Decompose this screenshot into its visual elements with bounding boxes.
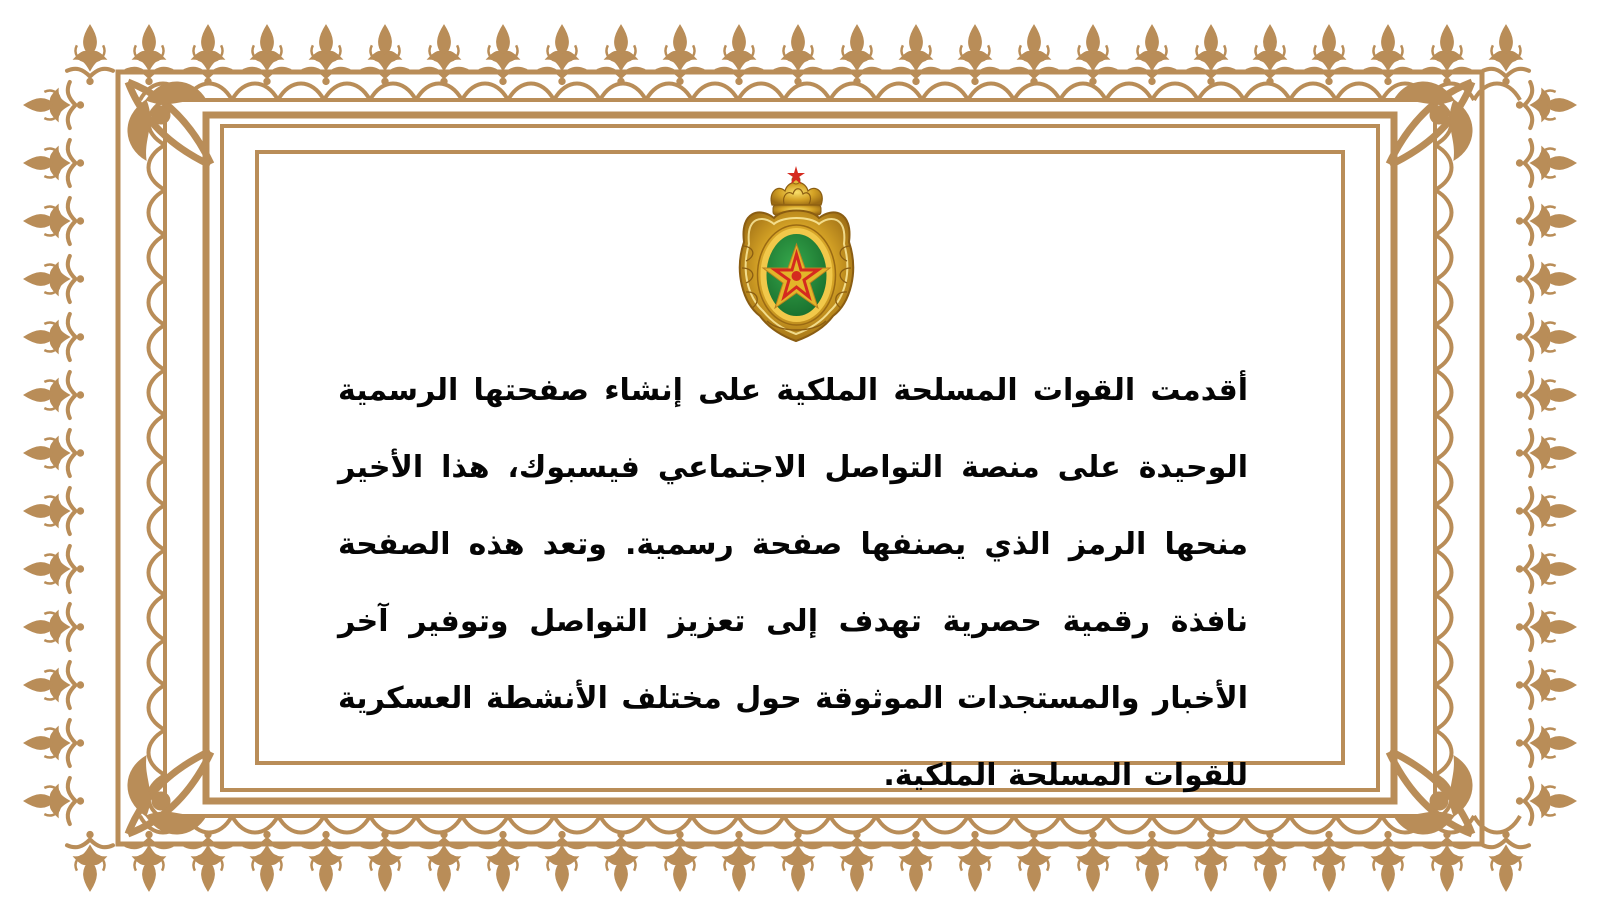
- corner-flourish: [128, 82, 211, 165]
- bottom-arabesque-motif: [1070, 831, 1116, 891]
- right-arabesque-motif: [1516, 604, 1576, 650]
- left-arabesque-motif: [24, 720, 84, 766]
- top-link: [1336, 84, 1382, 101]
- top-arabesque-motif: [362, 25, 408, 85]
- top-arabesque-motif: [1129, 25, 1175, 85]
- top-link: [232, 84, 278, 101]
- right-link: [1435, 505, 1452, 550]
- bottom-arabesque-motif: [834, 831, 880, 891]
- top-link: [1244, 84, 1290, 101]
- bottom-link: [830, 816, 876, 833]
- right-arabesque-motif: [1516, 546, 1576, 592]
- corner-flourish: [1389, 82, 1472, 165]
- bottom-arabesque-motif: [893, 831, 939, 891]
- bottom-link: [1336, 816, 1382, 833]
- right-arabesque-motif: [1516, 372, 1576, 418]
- right-link: [1435, 145, 1452, 190]
- right-link: [1435, 550, 1452, 595]
- right-arabesque-motif: [1516, 256, 1576, 302]
- right-link: [1435, 595, 1452, 640]
- bottom-link: [370, 816, 416, 833]
- top-arabesque-motif: [1483, 25, 1529, 85]
- top-link: [876, 84, 922, 101]
- bottom-arabesque-motif: [185, 831, 231, 891]
- top-arabesque-motif: [1306, 25, 1352, 85]
- bottom-arabesque-motif: [716, 831, 762, 891]
- top-link: [1014, 84, 1060, 101]
- top-link: [692, 84, 738, 101]
- announcement-paragraph: أقدمت القوات المسلحة الملكية على إنشاء صفحتها الرسمية الوحيدة على منصة التواصل الاجتماعي فيسبوك، هذا الأخير منحها الرمز الذي يصنفها صفحة رسمية. وتعد هذه الصفحة نافذة رقمية حصرية تهدف إلى تعزيز التواصل وتوفير آخر الأخبار والمستجدات الموثوقة حول مختلف الأنشطة العسكرية للقوات المسلحة الملكية.: [338, 373, 1248, 793]
- royal-armed-forces-emblem: [729, 160, 864, 346]
- left-arabesque-motif: [24, 546, 84, 592]
- left-arabesque-motif: [24, 604, 84, 650]
- left-arabesque-motif: [24, 372, 84, 418]
- right-link: [1435, 325, 1452, 370]
- top-link: [1060, 84, 1106, 101]
- left-link: [149, 550, 166, 595]
- right-link: [1435, 235, 1452, 280]
- bottom-arabesque-motif: [775, 831, 821, 891]
- bottom-arabesque-motif: [244, 831, 290, 891]
- bottom-link: [968, 816, 1014, 833]
- bottom-arabesque-motif: [1129, 831, 1175, 891]
- left-arabesque-motif: [24, 778, 84, 824]
- top-arabesque-motif: [480, 25, 526, 85]
- top-arabesque-motif: [657, 25, 703, 85]
- top-arabesque-motif: [1011, 25, 1057, 85]
- bottom-link: [278, 816, 324, 833]
- right-link: [1435, 190, 1452, 235]
- bottom-link: [1290, 816, 1336, 833]
- left-link: [149, 370, 166, 415]
- left-arabesque-motif: [24, 140, 84, 186]
- bottom-arabesque-motif: [1483, 831, 1529, 891]
- top-link: [324, 84, 370, 101]
- left-link: [149, 685, 166, 730]
- top-link: [646, 84, 692, 101]
- right-arabesque-motif: [1516, 662, 1576, 708]
- left-link: [149, 145, 166, 190]
- bottom-arabesque-motif: [67, 831, 113, 891]
- bottom-link: [784, 816, 830, 833]
- left-link: [149, 460, 166, 505]
- right-arabesque-motif: [1516, 488, 1576, 534]
- top-link: [554, 84, 600, 101]
- bottom-link: [554, 816, 600, 833]
- top-arabesque-motif: [539, 25, 585, 85]
- left-link: [149, 505, 166, 550]
- top-arabesque-motif: [834, 25, 880, 85]
- top-arabesque-motif: [67, 25, 113, 85]
- top-link: [968, 84, 1014, 101]
- bottom-arabesque-motif: [1247, 831, 1293, 891]
- right-link: [1435, 730, 1452, 775]
- top-link: [416, 84, 462, 101]
- left-link: [149, 730, 166, 775]
- bottom-arabesque-motif: [421, 831, 467, 891]
- left-link: [149, 280, 166, 325]
- left-arabesque-motif: [24, 256, 84, 302]
- right-arabesque-motif: [1516, 198, 1576, 244]
- top-arabesque-motif: [775, 25, 821, 85]
- bottom-link: [600, 816, 646, 833]
- left-arabesque-motif: [24, 82, 84, 128]
- left-link: [149, 325, 166, 370]
- top-link: [370, 84, 416, 101]
- left-link: [149, 415, 166, 460]
- top-arabesque-motif: [1070, 25, 1116, 85]
- left-link: [149, 235, 166, 280]
- bottom-arabesque-motif: [480, 831, 526, 891]
- right-link: [1435, 460, 1452, 505]
- right-link: [1435, 280, 1452, 325]
- top-link: [830, 84, 876, 101]
- bottom-link: [1152, 816, 1198, 833]
- right-link: [1435, 640, 1452, 685]
- top-arabesque-motif: [1424, 25, 1470, 85]
- right-link: [1435, 370, 1452, 415]
- top-arabesque-motif: [1365, 25, 1411, 85]
- right-arabesque-motif: [1516, 430, 1576, 476]
- top-arabesque-motif: [185, 25, 231, 85]
- bottom-arabesque-motif: [362, 831, 408, 891]
- top-link: [1198, 84, 1244, 101]
- top-link: [1152, 84, 1198, 101]
- bottom-arabesque-motif: [1011, 831, 1057, 891]
- bottom-arabesque-motif: [1365, 831, 1411, 891]
- bottom-link: [876, 816, 922, 833]
- top-link: [462, 84, 508, 101]
- left-link: [149, 190, 166, 235]
- bottom-link: [232, 816, 278, 833]
- top-arabesque-motif: [598, 25, 644, 85]
- left-arabesque-motif: [24, 430, 84, 476]
- bottom-arabesque-motif: [539, 831, 585, 891]
- bottom-arabesque-motif: [952, 831, 998, 891]
- top-link: [738, 84, 784, 101]
- bottom-link: [922, 816, 968, 833]
- top-arabesque-motif: [952, 25, 998, 85]
- top-arabesque-motif: [1188, 25, 1234, 85]
- corner-flourish: [1389, 751, 1472, 834]
- top-link: [922, 84, 968, 101]
- bottom-arabesque-motif: [657, 831, 703, 891]
- right-link: [1435, 685, 1452, 730]
- bottom-link: [1244, 816, 1290, 833]
- bottom-link: [646, 816, 692, 833]
- top-link: [784, 84, 830, 101]
- bottom-link: [416, 816, 462, 833]
- left-link: [149, 640, 166, 685]
- bottom-link: [1060, 816, 1106, 833]
- bottom-arabesque-motif: [1188, 831, 1234, 891]
- bottom-arabesque-motif: [126, 831, 172, 891]
- bottom-link: [1014, 816, 1060, 833]
- top-link: [278, 84, 324, 101]
- left-arabesque-motif: [24, 488, 84, 534]
- bottom-link: [508, 816, 554, 833]
- top-link: [600, 84, 646, 101]
- right-arabesque-motif: [1516, 720, 1576, 766]
- bottom-arabesque-motif: [303, 831, 349, 891]
- left-arabesque-motif: [24, 662, 84, 708]
- top-arabesque-motif: [421, 25, 467, 85]
- bottom-link: [324, 816, 370, 833]
- left-arabesque-motif: [24, 314, 84, 360]
- bottom-arabesque-motif: [1306, 831, 1352, 891]
- bottom-arabesque-motif: [598, 831, 644, 891]
- bottom-link: [692, 816, 738, 833]
- right-arabesque-motif: [1516, 82, 1576, 128]
- top-arabesque-motif: [126, 25, 172, 85]
- left-arabesque-motif: [24, 198, 84, 244]
- crown-icon: [771, 166, 822, 215]
- top-arabesque-motif: [303, 25, 349, 85]
- bottom-link: [1198, 816, 1244, 833]
- corner-flourish: [128, 751, 211, 834]
- top-link: [1290, 84, 1336, 101]
- top-arabesque-motif: [1247, 25, 1293, 85]
- right-arabesque-motif: [1516, 314, 1576, 360]
- top-link: [508, 84, 554, 101]
- right-arabesque-motif: [1516, 778, 1576, 824]
- right-arabesque-motif: [1516, 140, 1576, 186]
- bottom-link: [462, 816, 508, 833]
- bottom-link: [738, 816, 784, 833]
- bottom-link: [1106, 816, 1152, 833]
- right-link: [1435, 415, 1452, 460]
- top-arabesque-motif: [716, 25, 762, 85]
- top-arabesque-motif: [244, 25, 290, 85]
- top-arabesque-motif: [893, 25, 939, 85]
- top-link: [1106, 84, 1152, 101]
- left-link: [149, 595, 166, 640]
- bottom-arabesque-motif: [1424, 831, 1470, 891]
